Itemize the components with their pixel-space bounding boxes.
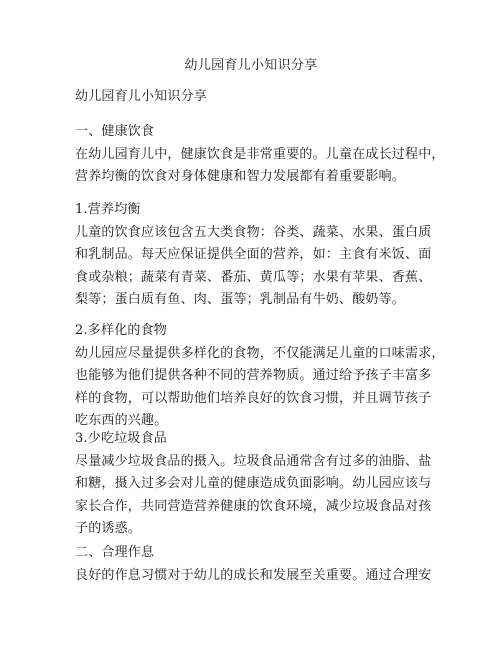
- subsection-heading: 1.营养均衡: [75, 202, 141, 217]
- subsection-diverse-food: [75, 320, 445, 433]
- paragraph-line: 幼儿园应尽量提供多样化的食物，不仅能满足儿童的口味需求，: [75, 345, 445, 361]
- paragraph-line: 也能够为他们提供各种不同的营养物质。通过给予孩子丰富多: [75, 368, 432, 383]
- paragraph-line: 吃东西的兴趣。: [75, 413, 168, 428]
- subsection-heading: 2.多样化的食物: [75, 323, 168, 338]
- paragraph-line: 梨等；蛋白质有鱼、肉、蛋等；乳制品有牛奶、酸奶等。: [75, 292, 406, 307]
- section-heading: 一、健康饮食: [75, 124, 155, 139]
- subsection-heading: 3.少吃垃圾食品: [75, 431, 168, 446]
- paragraph-line: 良好的作息习惯对于幼儿的成长和发展至关重要。通过合理安: [75, 567, 432, 583]
- subsection-less-junk-food: [75, 428, 445, 541]
- section-healthy-diet: [75, 121, 445, 189]
- paragraph-line: 尽量减少垃圾食品的摄入。垃圾食品通常含有过多的油脂、盐: [75, 453, 432, 469]
- paragraph-line: 在幼儿园育儿中，健康饮食是非常重要的。儿童在成长过程中，: [75, 146, 445, 162]
- paragraph-line: 和糖，摄入过多会对儿童的健康造成负面影响。幼儿园应该与: [75, 476, 432, 491]
- paragraph-line: 儿童的饮食应该包含五大类食物：谷类、蔬菜、水果、蛋白质: [75, 224, 432, 240]
- section-heading: 二、合理作息: [75, 545, 155, 560]
- document-subtitle: [75, 86, 445, 109]
- paragraph-line: 样的食物，可以帮助他们培养良好的饮食习惯，并且调节孩子: [75, 390, 432, 406]
- paragraph-line: 食或杂粮；蔬菜有青菜、番茄、黄瓜等；水果有苹果、香蕉、: [75, 269, 432, 285]
- paragraph-line: 家长合作，共同营造营养健康的饮食环境，减少垃圾食品对孩: [75, 498, 432, 514]
- subsection-balanced-nutrition: [75, 199, 445, 312]
- section-reasonable-schedule: [75, 542, 445, 587]
- subtitle-text: 幼儿园育儿小知识分享: [75, 89, 208, 104]
- paragraph-line: 和乳制品。每天应保证提供全面的营养，如：主食有米饭、面: [75, 247, 432, 262]
- paragraph-line: 子的诱惑。: [75, 521, 142, 536]
- paragraph-line: 营养均衡的饮食对身体健康和智力发展都有着重要影响。: [75, 169, 406, 184]
- document-title: 幼儿园育儿小知识分享: [184, 58, 318, 73]
